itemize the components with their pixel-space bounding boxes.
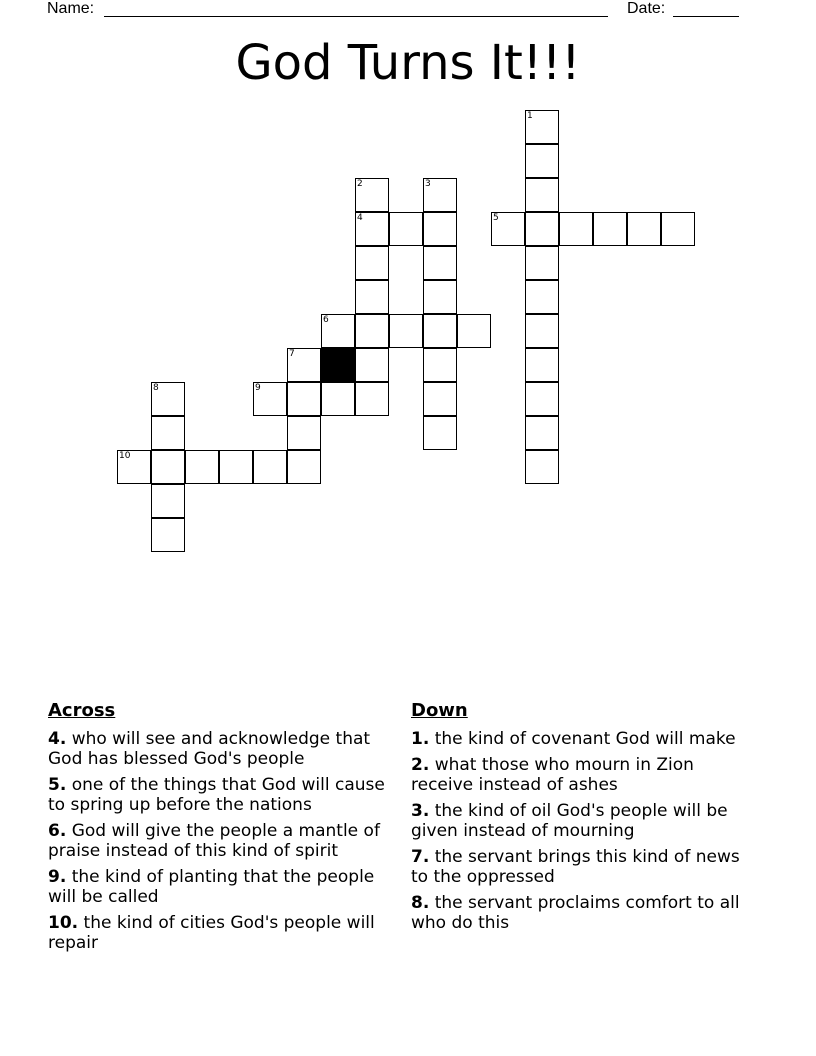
grid-cell[interactable]: [525, 144, 559, 178]
cell-number: 7: [289, 349, 295, 359]
cell-number: 8: [153, 383, 159, 393]
grid-cell[interactable]: [151, 450, 185, 484]
clue-text: the kind of cities God's people will repair: [48, 913, 375, 953]
grid-cell[interactable]: [423, 314, 457, 348]
grid-cell[interactable]: [287, 416, 321, 450]
grid-cell[interactable]: [355, 178, 389, 212]
grid-cell[interactable]: [525, 314, 559, 348]
clue-down-3: [411, 801, 761, 841]
cell-number: 6: [323, 315, 329, 325]
clue-across-10: [48, 913, 398, 953]
clue-down-2: [411, 755, 761, 795]
clue-text: what those who mourn in Zion receive instead of ashes: [411, 755, 694, 795]
grid-cell-black: [321, 348, 355, 382]
clue-number: 2.: [411, 755, 430, 775]
clue-text: the kind of planting that the people will be called: [48, 867, 375, 907]
grid-cell[interactable]: [151, 382, 185, 416]
grid-cell[interactable]: [491, 212, 525, 246]
grid-cell[interactable]: [525, 178, 559, 212]
cell-number: 3: [425, 179, 431, 189]
page-title: God Turns It!!!: [235, 35, 581, 91]
grid-cell[interactable]: [151, 484, 185, 518]
grid-cell[interactable]: [355, 280, 389, 314]
clue-text: the kind of covenant God will make: [429, 729, 736, 749]
grid-cell[interactable]: [287, 450, 321, 484]
grid-cell[interactable]: [423, 416, 457, 450]
clue-number: 10.: [48, 913, 79, 933]
cell-number: 5: [493, 213, 499, 223]
grid-cell[interactable]: [525, 280, 559, 314]
grid-cell[interactable]: [525, 450, 559, 484]
grid-cell[interactable]: [287, 382, 321, 416]
grid-cell[interactable]: [151, 416, 185, 450]
clue-down-7: [411, 847, 761, 887]
clue-number: 6.: [48, 821, 67, 841]
grid-cell[interactable]: [525, 416, 559, 450]
grid-cell[interactable]: [355, 212, 389, 246]
down-clues: [411, 700, 761, 939]
grid-cell[interactable]: [151, 518, 185, 552]
clue-across-6: [48, 821, 398, 861]
clue-number: 7.: [411, 847, 430, 867]
clue-text: the servant brings this kind of news to the oppressed: [411, 847, 740, 887]
clue-text: who will see and acknowledge that God has blessed God's people: [48, 729, 371, 769]
cell-number: 9: [255, 383, 261, 393]
grid-cell[interactable]: [389, 212, 423, 246]
clue-across-4: [48, 729, 398, 769]
grid-cell[interactable]: [321, 382, 355, 416]
grid-cell[interactable]: [423, 348, 457, 382]
down-heading: Down: [411, 700, 468, 721]
grid-cell[interactable]: [423, 280, 457, 314]
grid-cell[interactable]: [457, 314, 491, 348]
grid-cell[interactable]: [423, 382, 457, 416]
name-label: Name:: [47, 0, 95, 17]
grid-cell[interactable]: [253, 450, 287, 484]
grid-cell[interactable]: [423, 212, 457, 246]
grid-cell[interactable]: [593, 212, 627, 246]
clue-number: 4.: [48, 729, 67, 749]
grid-cell[interactable]: [355, 314, 389, 348]
cell-number: 2: [357, 179, 363, 189]
grid-cell[interactable]: [321, 314, 355, 348]
clue-number: 8.: [411, 893, 430, 913]
clue-number: 1.: [411, 729, 430, 749]
grid-cell[interactable]: [423, 246, 457, 280]
clue-number: 5.: [48, 775, 67, 795]
grid-cell[interactable]: [525, 110, 559, 144]
grid-cell[interactable]: [525, 212, 559, 246]
clue-number: 9.: [48, 867, 67, 887]
grid-cell[interactable]: [355, 382, 389, 416]
grid-cell[interactable]: [253, 382, 287, 416]
grid-cell[interactable]: [423, 178, 457, 212]
grid-cell[interactable]: [525, 382, 559, 416]
grid-cell[interactable]: [661, 212, 695, 246]
grid-cell[interactable]: [525, 246, 559, 280]
clue-number: 3.: [411, 801, 430, 821]
clue-across-5: [48, 775, 398, 815]
clue-text: the kind of oil God's people will be given instead of mourning: [411, 801, 728, 841]
clue-text: God will give the people a mantle of praise instead of this kind of spirit: [48, 821, 380, 861]
grid-cell[interactable]: [117, 450, 151, 484]
grid-cell[interactable]: [389, 314, 423, 348]
grid-cell[interactable]: [355, 246, 389, 280]
cell-number: 10: [119, 451, 131, 461]
date-label: Date:: [627, 0, 666, 17]
grid-cell[interactable]: [219, 450, 253, 484]
cell-number: 4: [357, 213, 363, 223]
grid-cell[interactable]: [185, 450, 219, 484]
clue-across-9: [48, 867, 398, 907]
clue-text: the servant proclaims comfort to all who do this: [411, 893, 740, 933]
grid-cell[interactable]: [559, 212, 593, 246]
cell-number: 1: [527, 111, 533, 121]
grid-cell[interactable]: [287, 348, 321, 382]
clue-down-1: [411, 729, 761, 749]
clue-text: one of the things that God will cause to spring up before the nations: [48, 775, 385, 815]
across-heading: Across: [48, 700, 116, 721]
clue-down-8: [411, 893, 761, 933]
across-clues: [48, 700, 398, 959]
grid-cell[interactable]: [525, 348, 559, 382]
grid-cell[interactable]: [627, 212, 661, 246]
grid-cell[interactable]: [355, 348, 389, 382]
